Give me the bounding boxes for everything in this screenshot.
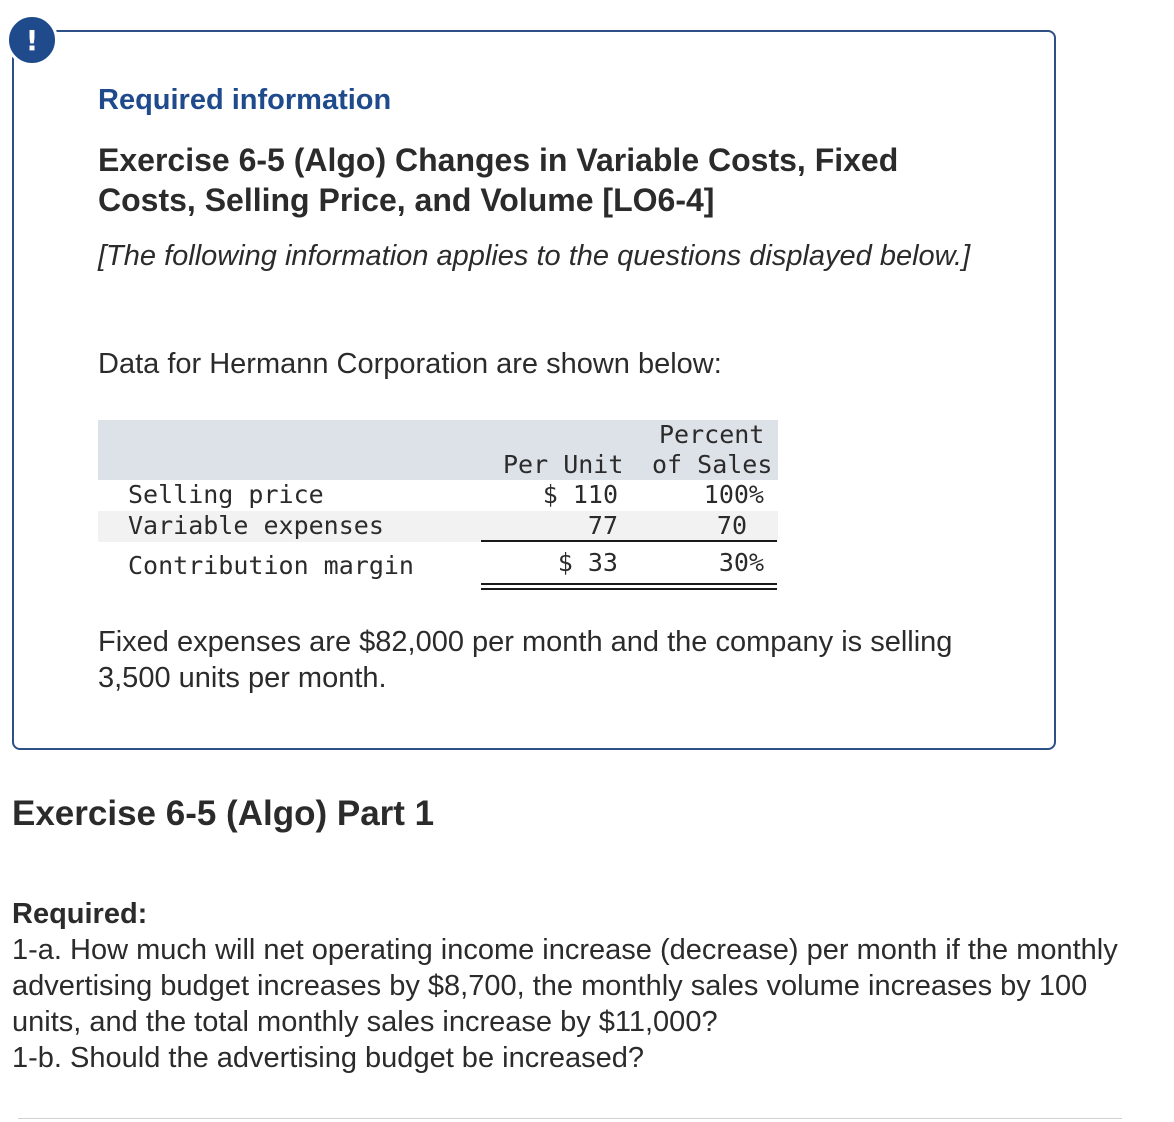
subtotal-rule [481, 540, 777, 542]
row-label-contribution-margin: Contribution margin [128, 551, 414, 580]
data-intro: Data for Hermann Corporation are shown below: [98, 348, 722, 380]
part-title: Exercise 6-5 (Algo) Part 1 [12, 794, 435, 833]
required-label: Required: [12, 898, 148, 930]
row-percent-variable-expenses: 70 [716, 511, 747, 540]
alert-icon: ! [6, 14, 58, 66]
required-information-heading: Required information [98, 84, 392, 116]
row-unit-selling-price: $ 110 [542, 480, 618, 509]
required-section [12, 896, 1152, 1076]
info-note: [The following information applies to the questions displayed below.] [98, 240, 971, 272]
header-percent-line2: of Sales [652, 450, 773, 479]
header-percent-line1: Percent [659, 420, 765, 449]
exercise-title: Exercise 6-5 (Algo) Changes in Variable Costs, Fixed Costs, Selling Price, and Volume [LO6-4] [98, 142, 899, 218]
header-per-unit: Per Unit [503, 450, 624, 479]
row-label-selling-price: Selling price [128, 480, 324, 509]
bottom-divider [18, 1118, 1122, 1119]
row-percent-contribution-margin: 30% [718, 548, 764, 577]
total-double-rule-bottom [481, 588, 777, 590]
question-1a: 1-a. How much will net operating income increase (decrease) per month if the monthly advertising budget increases by $8,700, the monthly sales volume increases by 100 units, and the total monthly sales increase by $11,000? [12, 934, 1118, 1038]
row-unit-variable-expenses: 77 [587, 511, 618, 540]
row-unit-contribution-margin: $ 33 [557, 548, 618, 577]
total-double-rule-top [481, 583, 777, 585]
row-label-variable-expenses: Variable expenses [128, 511, 384, 540]
row-percent-selling-price: 100% [703, 480, 764, 509]
question-1b: 1-b. Should the advertising budget be increased? [12, 1042, 644, 1074]
fixed-expenses-text: Fixed expenses are $82,000 per month and the company is selling 3,500 units per month. [98, 626, 953, 694]
